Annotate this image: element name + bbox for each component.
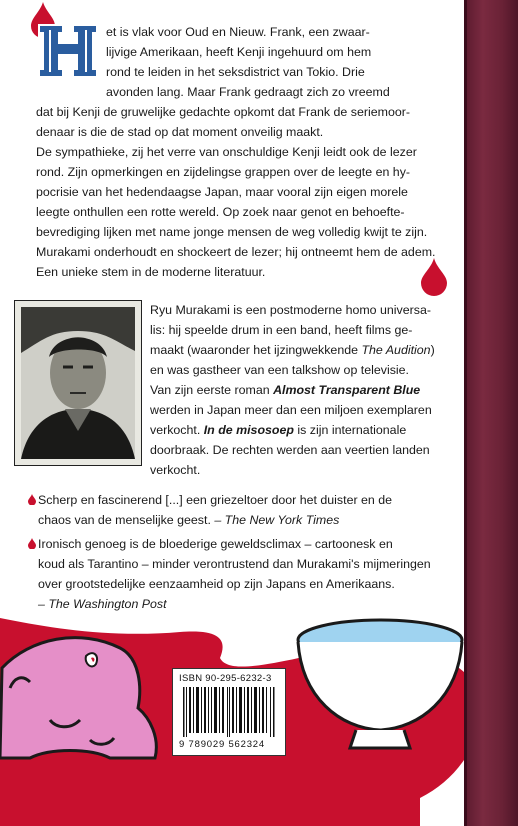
quote-line: Scherp en fascinerend [...] een griezeltoer door het duister en de	[38, 493, 393, 507]
bio-line: werden in Japan meer dan een miljoen exemplaren	[150, 403, 432, 417]
intro-line: lijvige Amerikaan, heeft Kenji ingehuurd om hem	[106, 45, 372, 59]
intro-line: dat bij Kenji de gruwelijke gedachte opkomt dat Frank de seriemoor-	[36, 105, 410, 119]
quote-source: – The New York Times	[214, 513, 340, 527]
intro-line: rond. Zijn opmerkingen en zijdelingse grappen over de leegte en hy-	[36, 165, 411, 179]
intro-line: Murakami onderhoudt en shockeert de lezer; hij ontneemt hem de adem.	[36, 245, 436, 259]
bio-line: en was gastheer van een talkshow op televisie.	[150, 363, 409, 377]
bio-text: )	[430, 343, 435, 357]
bio-line: verkocht.	[150, 463, 201, 477]
book-title: Almost Transparent Blue	[273, 383, 421, 397]
quote-line	[38, 510, 339, 530]
bio-line	[150, 420, 450, 441]
bullet-drop-icon	[28, 538, 36, 549]
intro-line: denaar is die de stad op dat moment onveilig maakt.	[36, 125, 324, 139]
intro-line: pocrisie van het hedendaagse Japan, maar vooral zijn eigen morele	[36, 185, 408, 199]
intro-line: et is vlak voor Oud en Nieuw. Frank, een zwaar-	[106, 25, 370, 39]
bio-text: Van zijn eerste roman	[150, 383, 270, 397]
intro-line: De sympathieke, zij het verre van onschuldige Kenji leidt ook de lezer	[36, 145, 417, 159]
bio-text: verkocht.	[150, 423, 201, 437]
author-photo	[14, 300, 142, 466]
bullet-drop-icon	[28, 494, 36, 505]
quote-source-text: – The Washington Post	[38, 597, 167, 611]
quote-text: chaos van de menselijke geest.	[38, 513, 215, 527]
bio-text: maakt (waaronder het ijzingwekkende	[150, 343, 362, 357]
quote-line: over grootstedelijke eenzaamheid op zijn Japans en Amerikaans.	[38, 577, 395, 591]
intro-line: leegte onthullen een rotte wereld. Op zoek naar genot en behoefte-	[36, 205, 405, 219]
quote-line: Ironisch genoeg is de bloederige geweldsclimax – cartoonesk en	[38, 537, 393, 551]
book-title: In de misosoep	[203, 423, 294, 437]
bio-line: doorbraak. De rechten werden aan veertien landen	[150, 443, 430, 457]
drop-cap-h	[36, 22, 100, 80]
intro-line: Een unieke stem in de moderne literatuur.	[36, 265, 266, 279]
film-title: The Audition	[361, 343, 431, 357]
intro-line: rond te leiden in het seksdistrict van Tokio. Drie	[106, 65, 365, 79]
bio-line	[150, 340, 450, 361]
bio-line: lis: hij speelde drum in een band, heeft films ge-	[150, 323, 413, 337]
author-portrait-icon	[15, 301, 141, 465]
book-spine	[464, 0, 518, 826]
blood-drop-icon	[420, 258, 448, 296]
isbn-barcode	[172, 668, 286, 756]
isbn-label: ISBN 90-295-6232-3	[179, 673, 272, 684]
intro-line: avonden lang. Maar Frank gedraagt zich zo vreemd	[106, 85, 390, 99]
bio-line	[150, 380, 450, 401]
quote-line: koud als Tarantino – minder verontrustend dan Murakami's mijmeringen	[38, 557, 431, 571]
bio-line: Ryu Murakami is een postmoderne homo universa-	[150, 303, 431, 317]
intro-line: bevrediging lijken met name jonge mensen de weg volledig kwijt te zijn.	[36, 225, 428, 239]
bio-text: is zijn internationale	[297, 423, 407, 437]
barcode-icon	[183, 687, 275, 737]
barcode-number: 9 789029 562324	[179, 739, 265, 750]
